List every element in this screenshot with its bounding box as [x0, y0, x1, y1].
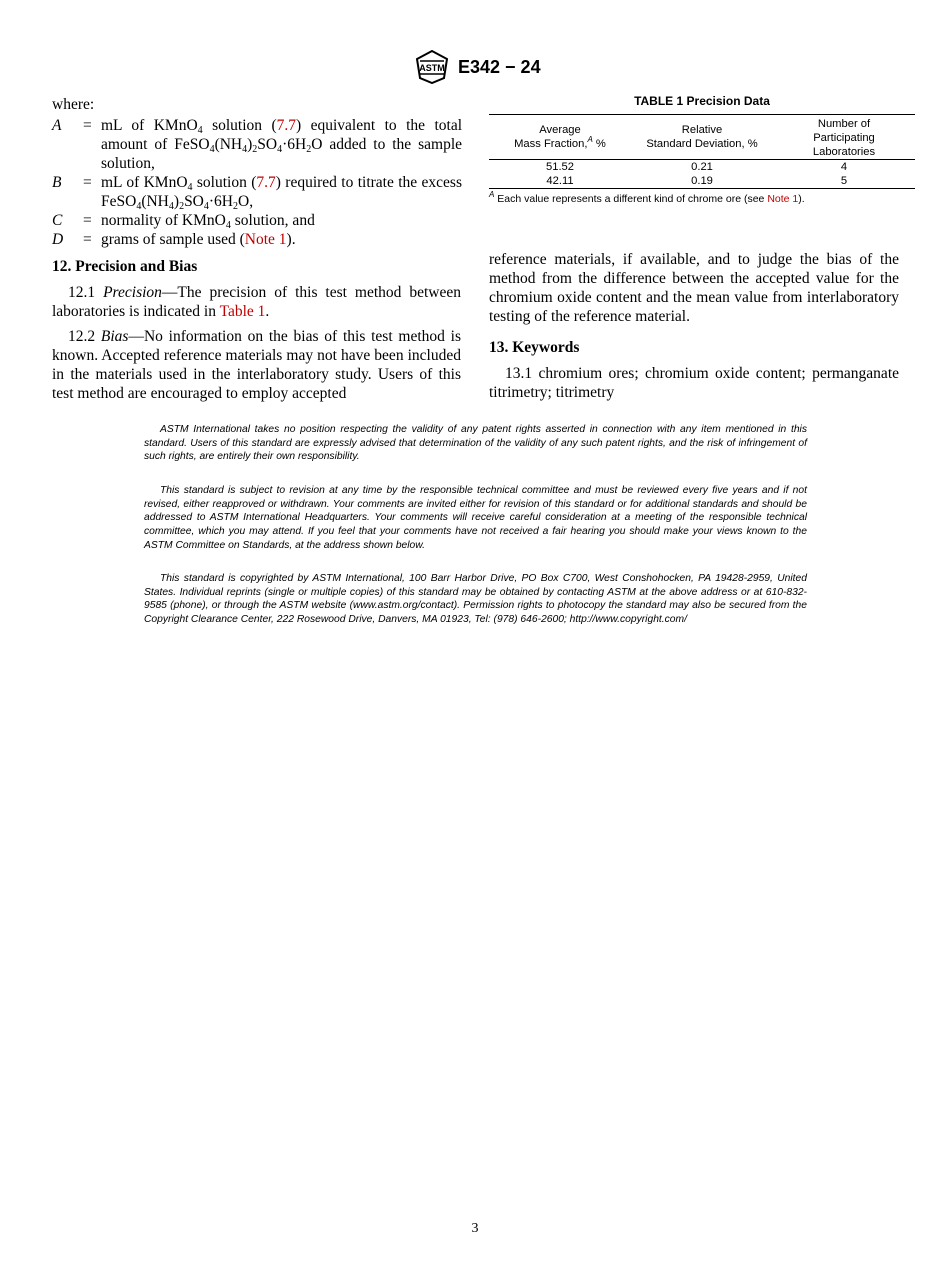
table-footnote: $^A$ Each value represents a different kind of chrome ore (see Note 1). — [489, 190, 805, 205]
header-labs: Number of Participating Laboratories — [812, 118, 876, 158]
patent-notice: ASTM International takes no position respecting the validity of any patent rights asserted in connection with any item mentioned in this standard. Users of this standard are expressly advised that determination of the validity of any such patent rights, and the risk of infringement of such rights, are entirely their own responsibility. — [144, 424, 807, 463]
table-body — [489, 160, 915, 188]
definition-c — [52, 211, 462, 230]
cell-mass-fraction: 42.11 — [546, 175, 574, 187]
definition-b — [52, 173, 462, 211]
table-title: TABLE 1 Precision Data — [634, 94, 770, 108]
header-mass-fraction: Average Mass Fraction,$^A$ % — [514, 124, 606, 150]
definition-symbol: D — [52, 231, 64, 248]
paragraph-12-1: 12.1 Precision—The precision of this test method between laboratories is indicated in Table 1. — [52, 284, 461, 320]
link-7-7[interactable]: 7.7 — [276, 117, 297, 134]
cell-labs: 4 — [840, 161, 848, 173]
logo-text: ASTM — [419, 63, 445, 73]
paragraph-12-2: 12.2 Bias—No information on the bias of this test method is known. Accepted reference materials may not have been included in the materials used in the interlaboratory study. Users of this test method are encouraged to employ accepted — [52, 328, 461, 402]
table-bottom-rule — [489, 188, 915, 189]
cell-rsd: 0.19 — [691, 175, 713, 187]
definition-equals: = — [83, 231, 92, 248]
cell-rsd: 0.21 — [691, 161, 713, 173]
standard-designation: E342 − 24 — [458, 57, 541, 77]
section-12-heading: 12. Precision and Bias — [52, 258, 198, 275]
definition-symbol: C — [52, 212, 63, 229]
where-label: where: — [52, 96, 95, 113]
definition-equals: = — [83, 212, 92, 229]
definition-text: mL of KMnO$_4$ solution (7.7) equivalent to the total amount of $FeSO_4(NH_4)_2SO_4\cdot 6H_2O$ added to the sample solution, — [101, 117, 463, 172]
cell-mass-fraction: 51.52 — [546, 161, 574, 173]
paragraph-13-1: 13.1 chromium ores; chromium oxide content; permanganate titrimetry; titrimetry — [489, 365, 899, 401]
section-13-heading: 13. Keywords — [489, 339, 580, 356]
link-note-1[interactable]: Note 1 — [244, 231, 287, 248]
cell-labs: 5 — [840, 175, 848, 187]
definition-equals: = — [83, 174, 92, 191]
astm-logo-icon — [414, 50, 450, 84]
link-table-1[interactable]: Table 1 — [219, 303, 266, 320]
definition-symbol: B — [52, 174, 62, 191]
table-header-row — [489, 115, 915, 159]
definition-d — [52, 230, 462, 249]
table-row — [489, 174, 915, 188]
definition-equals: = — [83, 117, 92, 134]
definition-text: grams of sample used (Note 1). — [101, 231, 296, 248]
link-note-1[interactable]: Note 1 — [767, 193, 799, 205]
variable-definitions — [52, 116, 462, 249]
definition-symbol: A — [52, 117, 62, 134]
link-7-7[interactable]: 7.7 — [256, 174, 276, 191]
page-header — [0, 50, 950, 84]
definition-text: normality of KMnO$_4$ solution, and — [101, 212, 315, 231]
definition-text: mL of KMnO$_4$ solution (7.7) required to titrate the excess $FeSO_4(NH_4)_2SO_4\cdot 6H_2O$, — [101, 174, 462, 212]
revision-notice: This standard is subject to revision at any time by the responsible technical committee and must be reviewed every five years and if not revised, either reapproved or withdrawn. Your comments are invited either for revision of this standard or for additional standards and should be addressed to ASTM International Headquarters. Your comments will receive careful consideration at a meeting of the responsible technical committee, which you may attend. If you feel that your comments have not received a fair hearing you should make your views known to the ASTM Committee on Standards, at the address shown below. — [144, 485, 807, 551]
header-rsd: Relative Standard Deviation, % — [646, 124, 758, 150]
paragraph-12-2-continued: reference materials, if available, and to judge the bias of the method from the difference between the accepted value for the chromium oxide content and the mean value from interlaboratory testing of the reference material. — [489, 251, 899, 325]
precision-table — [489, 94, 915, 205]
page-number: 3 — [471, 1221, 479, 1236]
copyright-notice: This standard is copyrighted by ASTM International, 100 Barr Harbor Drive, PO Box C700, West Conshohocken, PA 19428-2959, United States. Individual reprints (single or multiple copies) of this standard may be obtained by contacting ASTM at the above address or at 610-832-9585 (phone), or through the ASTM website (www.astm.org/contact). Permission rights to photocopy the standard may also be secured from the Copyright Clearance Center, 222 Rosewood Drive, Danvers, MA 01923, Tel: (978) 646-2600; http://www.copyright.com/ — [144, 573, 807, 626]
definition-a — [52, 116, 462, 173]
table-row — [489, 160, 915, 174]
